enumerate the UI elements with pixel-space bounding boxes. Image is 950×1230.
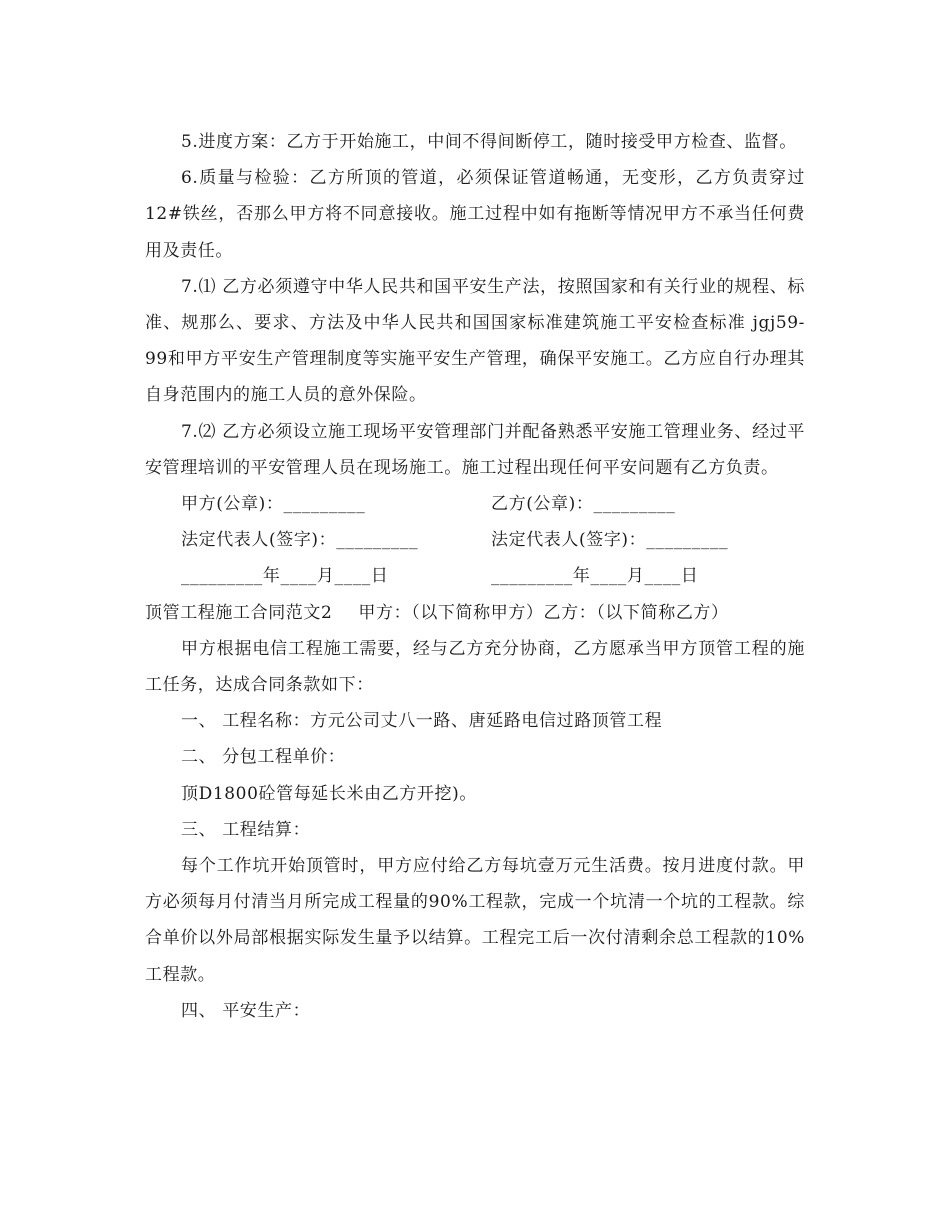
party-a-seal: 甲方(公章)：_________	[181, 494, 366, 515]
signature-seal-row	[145, 486, 805, 522]
document-body	[145, 124, 805, 1029]
clause-settlement: 三、 工程结算：	[181, 819, 311, 840]
paragraph-schedule: 5.进度方案：乙方于开始施工，中间不得间断停工，随时接受甲方检查、监督。	[181, 132, 797, 152]
party-b-date: _________年____月____日	[491, 566, 699, 587]
clause-project-name: 一、 工程名称：方元公司丈八一路、唐延路电信过路顶管工程	[181, 711, 663, 732]
contract2-title: 顶管工程施工合同范文2	[145, 602, 333, 623]
clause-settlement-detail: 每个工作坑开始顶管时，甲方应付给乙方每坑壹万元生活费。按月进度付款。甲方必须每月付清当月所完成工程量的90%工程款，完成一个坑清一个坑的工程款。综合单价以外局部根据实际发生量予以结算。工程完工后一次付清剩余总工程款的10%工程款。	[145, 856, 805, 985]
clause-safety: 四、 平安生产：	[181, 1000, 311, 1021]
paragraph-quality: 6.质量与检验：乙方所顶的管道，必须保证管道畅通，无变形，乙方负责穿过12#铁丝，否那么甲方将不同意接收。施工过程中如有拖断等情况甲方不承当任何费用及责任。	[145, 168, 805, 261]
contract2-heading	[145, 595, 805, 631]
clause-unit-price: 二、 分包工程单价：	[181, 747, 346, 768]
signature-date-row	[145, 558, 805, 594]
clause-unit-price-detail: 顶D1800砼管每延长米由乙方开挖)。	[181, 783, 477, 804]
paragraph-safety-department: 7.⑵ 乙方必须设立施工现场平安管理部门并配备熟悉平安施工管理业务、经过平安管理培训的平安管理人员在现场施工。施工过程出现任何平安问题有乙方负责。	[145, 421, 805, 478]
party-a-representative: 法定代表人(签字)：_________	[181, 530, 419, 551]
party-a-date: _________年____月____日	[181, 566, 389, 587]
contract2-parties: 甲方：（以下简称甲方）乙方：（以下简称乙方）	[358, 602, 729, 623]
paragraph-safety-law: 7.⑴ 乙方必须遵守中华人民共和国平安生产法，按照国家和有关行业的规程、标准、规那么、要求、方法及中华人民共和国国家标准建筑施工平安检查标准 jgj59-99和甲方平安生产管理制度等实施平安生产管理，确保平安施工。乙方应自行办理其自身范围内的施工人员的意外保险。	[145, 276, 805, 406]
party-b-seal: 乙方(公章)：_________	[491, 494, 676, 515]
party-b-representative: 法定代表人(签字)：_________	[491, 530, 729, 551]
signature-rep-row	[145, 522, 805, 558]
contract2-intro: 甲方根据电信工程施工需要，经与乙方充分协商，乙方愿承当甲方顶管工程的施工任务，达成合同条款如下：	[145, 638, 805, 696]
